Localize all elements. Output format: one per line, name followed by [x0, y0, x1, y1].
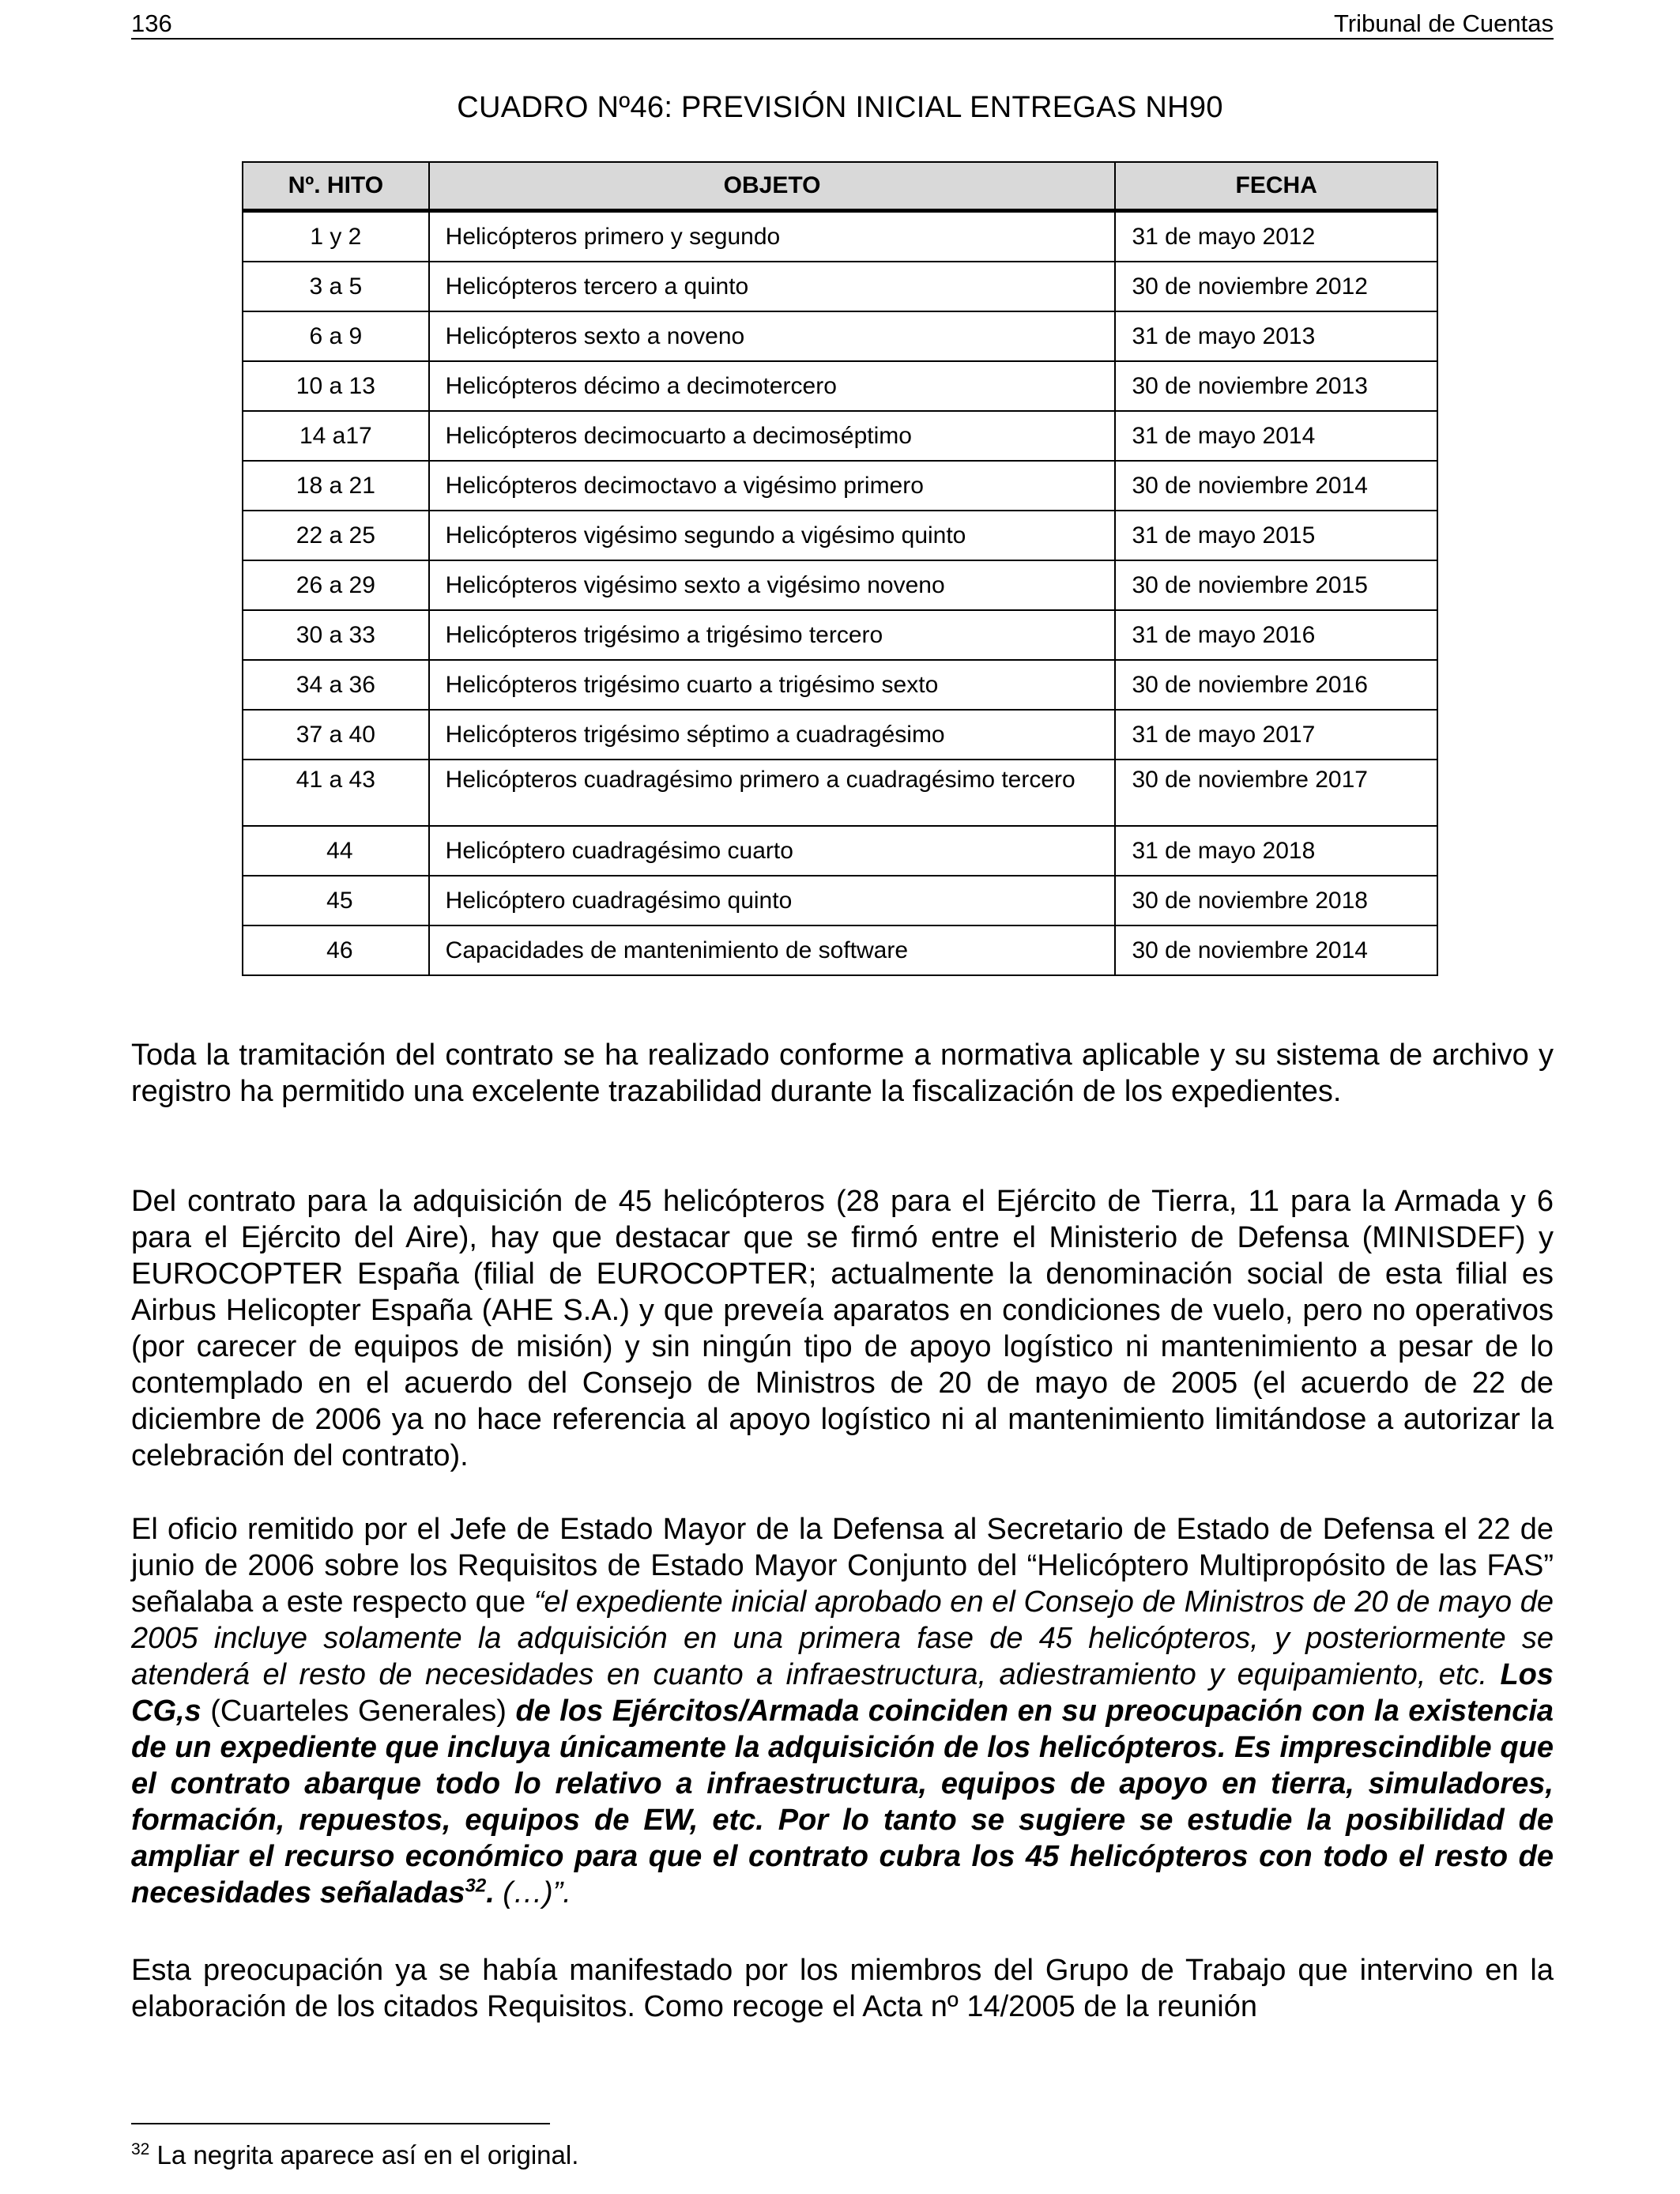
hito-cell: 10 a 13 — [243, 361, 429, 411]
table-row — [243, 411, 1437, 461]
footnote-separator — [131, 2123, 550, 2124]
objeto-cell: Helicópteros sexto a noveno — [429, 311, 1116, 361]
objeto-cell: Helicóptero cuadragésimo quinto — [429, 876, 1116, 925]
table-row — [243, 826, 1437, 876]
objeto-cell: Helicópteros décimo a decimotercero — [429, 361, 1116, 411]
table-row — [243, 211, 1437, 262]
hito-cell: 45 — [243, 876, 429, 925]
fecha-cell: 30 de noviembre 2014 — [1115, 925, 1437, 975]
hito-cell: 37 a 40 — [243, 710, 429, 760]
hito-cell: 41 a 43 — [243, 760, 429, 826]
table-row — [243, 760, 1437, 826]
header-rule — [131, 38, 1554, 40]
page-header — [131, 9, 1554, 41]
oficio-bold-cgs: Los CG,s — [131, 1658, 1554, 1728]
column-header-hito: Nº. HITO — [243, 162, 429, 211]
table-row — [243, 461, 1437, 511]
table-row — [243, 710, 1437, 760]
fecha-cell: 31 de mayo 2013 — [1115, 311, 1437, 361]
header-organization: Tribunal de Cuentas — [1333, 9, 1554, 37]
fecha-cell: 30 de noviembre 2018 — [1115, 876, 1437, 925]
table-row — [243, 560, 1437, 610]
hito-cell: 26 a 29 — [243, 560, 429, 610]
fecha-cell: 31 de mayo 2015 — [1115, 511, 1437, 560]
fecha-cell: 30 de noviembre 2013 — [1115, 361, 1437, 411]
table-row — [243, 361, 1437, 411]
table-row — [243, 610, 1437, 660]
hito-cell: 1 y 2 — [243, 211, 429, 262]
deliveries-table — [242, 161, 1438, 976]
paragraph-contrato: Del contrato para la adquisición de 45 helicópteros (28 para el Ejército de Tierra, 11 para la Armada y 6 para el Ejército del Aire), hay que destacar que se firmó entre el Ministerio de Defensa (MINISDEF) y EUROCOPTER España (filial de EUROCOPTER; actualmente la denominación social de esta filial es Airbus Helicopter España (AHE S.A.) y que preveía aparatos en condiciones de vuelo, pero no operativos (por carecer de equipos de misión) y sin ningún tipo de apoyo logístico ni mantenimiento a pesar de lo contemplado en el acuerdo del Consejo de Ministros de 20 de mayo de 2005 (el acuerdo de 22 de diciembre de 2006 ya no hace referencia al apoyo logístico ni al mantenimiento limitándose a autorizar la celebración del contrato). — [131, 1185, 1554, 1472]
objeto-cell: Helicóptero cuadragésimo cuarto — [429, 826, 1116, 876]
hito-cell: 18 a 21 — [243, 461, 429, 511]
fecha-cell: 30 de noviembre 2017 — [1115, 760, 1437, 826]
hito-cell: 46 — [243, 925, 429, 975]
page-number: 136 — [131, 9, 172, 37]
fecha-cell: 30 de noviembre 2015 — [1115, 560, 1437, 610]
hito-cell: 30 a 33 — [243, 610, 429, 660]
fecha-cell: 30 de noviembre 2014 — [1115, 461, 1437, 511]
oficio-quote: “el expediente inicial aprobado en el Consejo de Ministros de 20 de mayo de 2005 incluye solamente la adquisición en una primera fase de 45 helicópteros, y posteriormente se atenderá el resto de necesidades en cuanto a infraestructura, adiestramiento y equipamiento, etc. — [131, 1585, 1554, 1691]
table-row — [243, 660, 1437, 710]
table-caption: CUADRO Nº46: PREVISIÓN INICIAL ENTREGAS NH90 — [457, 91, 1223, 124]
objeto-cell: Helicópteros decimoctavo a vigésimo primero — [429, 461, 1116, 511]
hito-cell: 22 a 25 — [243, 511, 429, 560]
objeto-cell: Helicópteros vigésimo segundo a vigésimo quinto — [429, 511, 1116, 560]
table-row — [243, 311, 1437, 361]
fecha-cell: 31 de mayo 2014 — [1115, 411, 1437, 461]
hito-cell: 6 a 9 — [243, 311, 429, 361]
objeto-cell: Helicópteros vigésimo sexto a vigésimo noveno — [429, 560, 1116, 610]
table-row — [243, 925, 1437, 975]
objeto-cell: Helicópteros trigésimo a trigésimo tercero — [429, 610, 1116, 660]
fecha-cell: 31 de mayo 2012 — [1115, 211, 1437, 262]
footnote-text: La negrita aparece así en el original. — [149, 2140, 579, 2169]
table-row — [243, 876, 1437, 925]
objeto-cell: Helicópteros tercero a quinto — [429, 262, 1116, 311]
fecha-cell: 31 de mayo 2018 — [1115, 826, 1437, 876]
table-row — [243, 511, 1437, 560]
column-header-objeto: OBJETO — [429, 162, 1116, 211]
paragraph-preocupacion: Esta preocupación ya se había manifestado por los miembros del Grupo de Trabajo que intervino en la elaboración de los citados Requisitos. Como recoge el Acta nº 14/2005 de la reunión — [131, 1954, 1554, 2023]
footnote-reference[interactable]: 32 — [465, 1875, 487, 1897]
oficio-intro: El oficio remitido por el Jefe de Estado Mayor de la Defensa al Secretario de Estado de Defensa el 22 de junio de 2006 sobre los Requisitos de Estado Mayor Conjunto del “Helicóptero Multipropósito de las FAS” señalaba a este respecto que — [131, 1513, 1554, 1619]
oficio-ending: (…)”. — [494, 1876, 571, 1909]
objeto-cell: Helicópteros trigésimo cuarto a trigésimo sexto — [429, 660, 1116, 710]
table-row — [243, 262, 1437, 311]
hito-cell: 14 a17 — [243, 411, 429, 461]
column-header-fecha: FECHA — [1115, 162, 1437, 211]
hito-cell: 3 a 5 — [243, 262, 429, 311]
oficio-bold-quote: de los Ejércitos/Armada coinciden en su preocupación con la existencia de un expediente que incluya únicamente la adquisición de los helicópteros. Es imprescindible que el contrato abarque todo lo relativo a infraestructura, equipos de apoyo en tierra, simuladores, formación, repuestos, equipos de EW, etc. Por lo tanto se sugiere se estudie la posibilidad de ampliar el recurso económico para que el contrato cubra los 45 helicópteros con todo el resto de necesidades señaladas — [131, 1695, 1554, 1909]
objeto-cell: Helicópteros cuadragésimo primero a cuadragésimo tercero — [429, 760, 1116, 826]
footnote-number: 32 — [131, 2140, 150, 2158]
paragraph-trazabilidad: Toda la tramitación del contrato se ha realizado conforme a normativa aplicable y su sistema de archivo y registro ha permitido una excelente trazabilidad durante la fiscalización de los expedientes. — [131, 1039, 1554, 1108]
hito-cell: 44 — [243, 826, 429, 876]
objeto-cell: Helicópteros decimocuarto a decimoséptimo — [429, 411, 1116, 461]
objeto-cell: Helicópteros trigésimo séptimo a cuadragésimo — [429, 710, 1116, 760]
hito-cell: 34 a 36 — [243, 660, 429, 710]
fecha-cell: 30 de noviembre 2012 — [1115, 262, 1437, 311]
footnote — [131, 2140, 578, 2170]
oficio-cuarteles: (Cuarteles Generales) — [201, 1695, 516, 1728]
objeto-cell: Capacidades de mantenimiento de software — [429, 925, 1116, 975]
oficio-bold-end: . — [486, 1876, 495, 1909]
fecha-cell: 31 de mayo 2017 — [1115, 710, 1437, 760]
fecha-cell: 31 de mayo 2016 — [1115, 610, 1437, 660]
fecha-cell: 30 de noviembre 2016 — [1115, 660, 1437, 710]
objeto-cell: Helicópteros primero y segundo — [429, 211, 1116, 262]
table-header-row — [243, 162, 1437, 211]
paragraph-oficio — [131, 1511, 1554, 1911]
